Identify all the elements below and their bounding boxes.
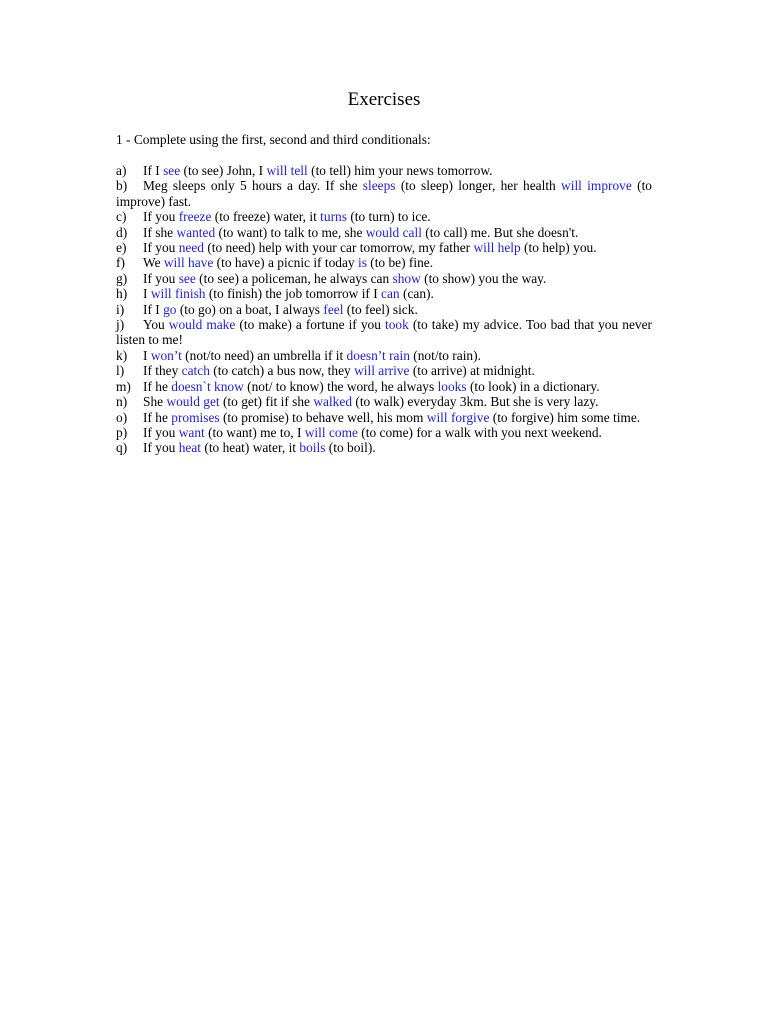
exercise-item-label: b) — [116, 178, 128, 194]
answer-text: took — [384, 317, 409, 333]
answer-text: sleeps — [362, 178, 396, 194]
sentence-text: (not/ to know) the word, he always — [243, 378, 438, 394]
exercise-item-label: k) — [116, 347, 128, 363]
sentence-text: If he — [143, 378, 172, 394]
answer-text: is — [357, 255, 367, 271]
exercise-item — [116, 209, 652, 224]
sentence-text: If you — [143, 240, 179, 256]
sentence-text: (to make) a fortune if you — [235, 317, 385, 333]
exercise-item — [116, 410, 652, 425]
sentence-text: (to see) John, I — [180, 163, 267, 178]
sentence-text: (to show) you the way. — [420, 270, 547, 286]
sentence-text: If they — [143, 363, 182, 379]
sentence-text: If I — [143, 163, 164, 178]
answer-text: would call — [365, 224, 422, 240]
sentence-text: (to help) you. — [520, 240, 597, 256]
exercise-item — [116, 302, 652, 317]
sentence-text: (to call) me. But she doesn't. — [421, 224, 579, 240]
exercise-item — [116, 255, 652, 270]
exercise-item — [116, 317, 652, 348]
exercise-list — [116, 163, 652, 456]
answer-text: walked — [313, 394, 353, 410]
exercise-item — [116, 178, 652, 209]
answer-text: can — [381, 286, 400, 302]
sentence-text: You — [143, 317, 169, 333]
answer-text: freeze — [178, 209, 212, 225]
sentence-text: (to finish) the job tomorrow if I — [205, 286, 382, 302]
answer-text: want — [178, 424, 205, 440]
exercise-item-label: n) — [116, 394, 128, 410]
answer-text: will finish — [150, 286, 206, 302]
exercise-item — [116, 379, 652, 394]
answer-text: see — [178, 270, 196, 286]
sentence-text: I — [143, 347, 151, 363]
sentence-text: We — [143, 255, 164, 271]
exercise-item-label: g) — [116, 270, 128, 286]
sentence-text: I — [143, 286, 151, 302]
answer-text: show — [392, 270, 421, 286]
exercise-item-label: h) — [116, 286, 128, 302]
sentence-text: (to want) to talk to me, she — [215, 224, 366, 240]
sentence-text: If she — [143, 224, 177, 240]
answer-text: will come — [304, 424, 358, 440]
exercise-item-label: q) — [116, 440, 128, 456]
exercise-item — [116, 425, 652, 440]
answer-text: won’t — [150, 347, 182, 363]
exercise-item-label: a) — [116, 163, 127, 178]
answer-text: will arrive — [354, 363, 410, 379]
answer-text: turns — [320, 209, 347, 225]
sentence-text: (to improve) fast. — [116, 178, 652, 209]
sentence-text: If you — [143, 440, 179, 456]
exercise-item-label: j) — [116, 317, 125, 333]
exercise-item-label: f) — [116, 255, 125, 271]
exercise-item — [116, 271, 652, 286]
answer-text: would make — [168, 317, 236, 333]
exercise-item-label: e) — [116, 240, 127, 256]
exercise-item — [116, 163, 652, 178]
exercise-item — [116, 240, 652, 255]
exercise-instruction: 1 - Complete using the first, second and third conditionals: — [116, 132, 431, 147]
exercise-item — [116, 394, 652, 409]
sentence-text: (to come) for a walk with you next weekend. — [357, 424, 602, 440]
sentence-text: (to get) fit if she — [219, 394, 314, 410]
sentence-text: If I — [143, 301, 164, 317]
sentence-text: (to freeze) water, it — [211, 209, 321, 225]
sentence-text: If you — [143, 424, 179, 440]
sentence-text: If he — [143, 409, 172, 425]
answer-text: promises — [171, 409, 220, 425]
sentence-text: Meg sleeps only 5 hours a day. If she — [143, 178, 363, 194]
answer-text: see — [163, 163, 181, 178]
answer-text: will forgive — [426, 409, 490, 425]
sentence-text: (to have) a picnic if today — [213, 255, 358, 271]
answer-text: doesn’t rain — [346, 347, 410, 363]
sentence-text: If you — [143, 270, 179, 286]
answer-text: looks — [437, 378, 467, 394]
sentence-text: (to want) me to, I — [204, 424, 305, 440]
sentence-text: (can). — [399, 286, 434, 302]
exercise-item — [116, 348, 652, 363]
exercise-item-label: m) — [116, 378, 131, 394]
sentence-text: (to promise) to behave well, his mom — [219, 409, 427, 425]
sentence-text: (to boil). — [325, 440, 376, 456]
answer-text: wanted — [176, 224, 216, 240]
sentence-text: (to look) in a dictionary. — [466, 378, 600, 394]
exercise-item — [116, 363, 652, 378]
sentence-text: (to arrive) at midnight. — [409, 363, 535, 379]
sentence-text: (to turn) to ice. — [346, 209, 431, 225]
sentence-text: (to take) my advice. Too bad that you never listen to me! — [116, 317, 652, 348]
exercise-item-label: o) — [116, 409, 128, 425]
exercise-item-label: d) — [116, 224, 128, 240]
sentence-text: (to heat) water, it — [201, 440, 300, 456]
sentence-text: (to catch) a bus now, they — [209, 363, 355, 379]
exercise-item — [116, 440, 652, 455]
exercise-item-label: c) — [116, 209, 127, 225]
exercise-item-label: l) — [116, 363, 125, 379]
answer-text: boils — [299, 440, 326, 456]
answer-text: feel — [323, 301, 344, 317]
answer-text: will have — [163, 255, 214, 271]
sentence-text: If you — [143, 209, 179, 225]
sentence-text: (to need) help with your car tomorrow, my father — [203, 240, 474, 256]
exercise-item — [116, 225, 652, 240]
answer-text: heat — [178, 440, 202, 456]
sentence-text: (to tell) him your news tomorrow. — [307, 163, 493, 178]
answer-text: catch — [181, 363, 210, 379]
sentence-text: (to sleep) longer, her health — [395, 178, 562, 194]
answer-text: will improve — [561, 178, 632, 194]
exercise-item-label: p) — [116, 424, 128, 440]
answer-text: doesn`t know — [171, 378, 244, 394]
answer-text: will tell — [266, 163, 308, 178]
sentence-text: (to see) a policeman, he always can — [195, 270, 393, 286]
sentence-text: (to feel) sick. — [343, 301, 418, 317]
sentence-text: (to be) fine. — [366, 255, 434, 271]
sentence-text: (not/to need) an umbrella if it — [181, 347, 347, 363]
answer-text: will help — [473, 240, 521, 256]
answer-text: need — [178, 240, 204, 256]
sentence-text: She — [143, 394, 167, 410]
answer-text: go — [163, 301, 177, 317]
answer-text: would get — [166, 394, 220, 410]
sentence-text: (to forgive) him some time. — [489, 409, 641, 425]
sentence-text: (to walk) everyday 3km. But she is very lazy. — [352, 394, 599, 410]
sentence-text: (not/to rain). — [409, 347, 481, 363]
page-title: Exercises — [347, 89, 421, 110]
exercise-item-label: i) — [116, 301, 125, 317]
exercise-item — [116, 286, 652, 301]
sentence-text: (to go) on a boat, I always — [176, 301, 324, 317]
